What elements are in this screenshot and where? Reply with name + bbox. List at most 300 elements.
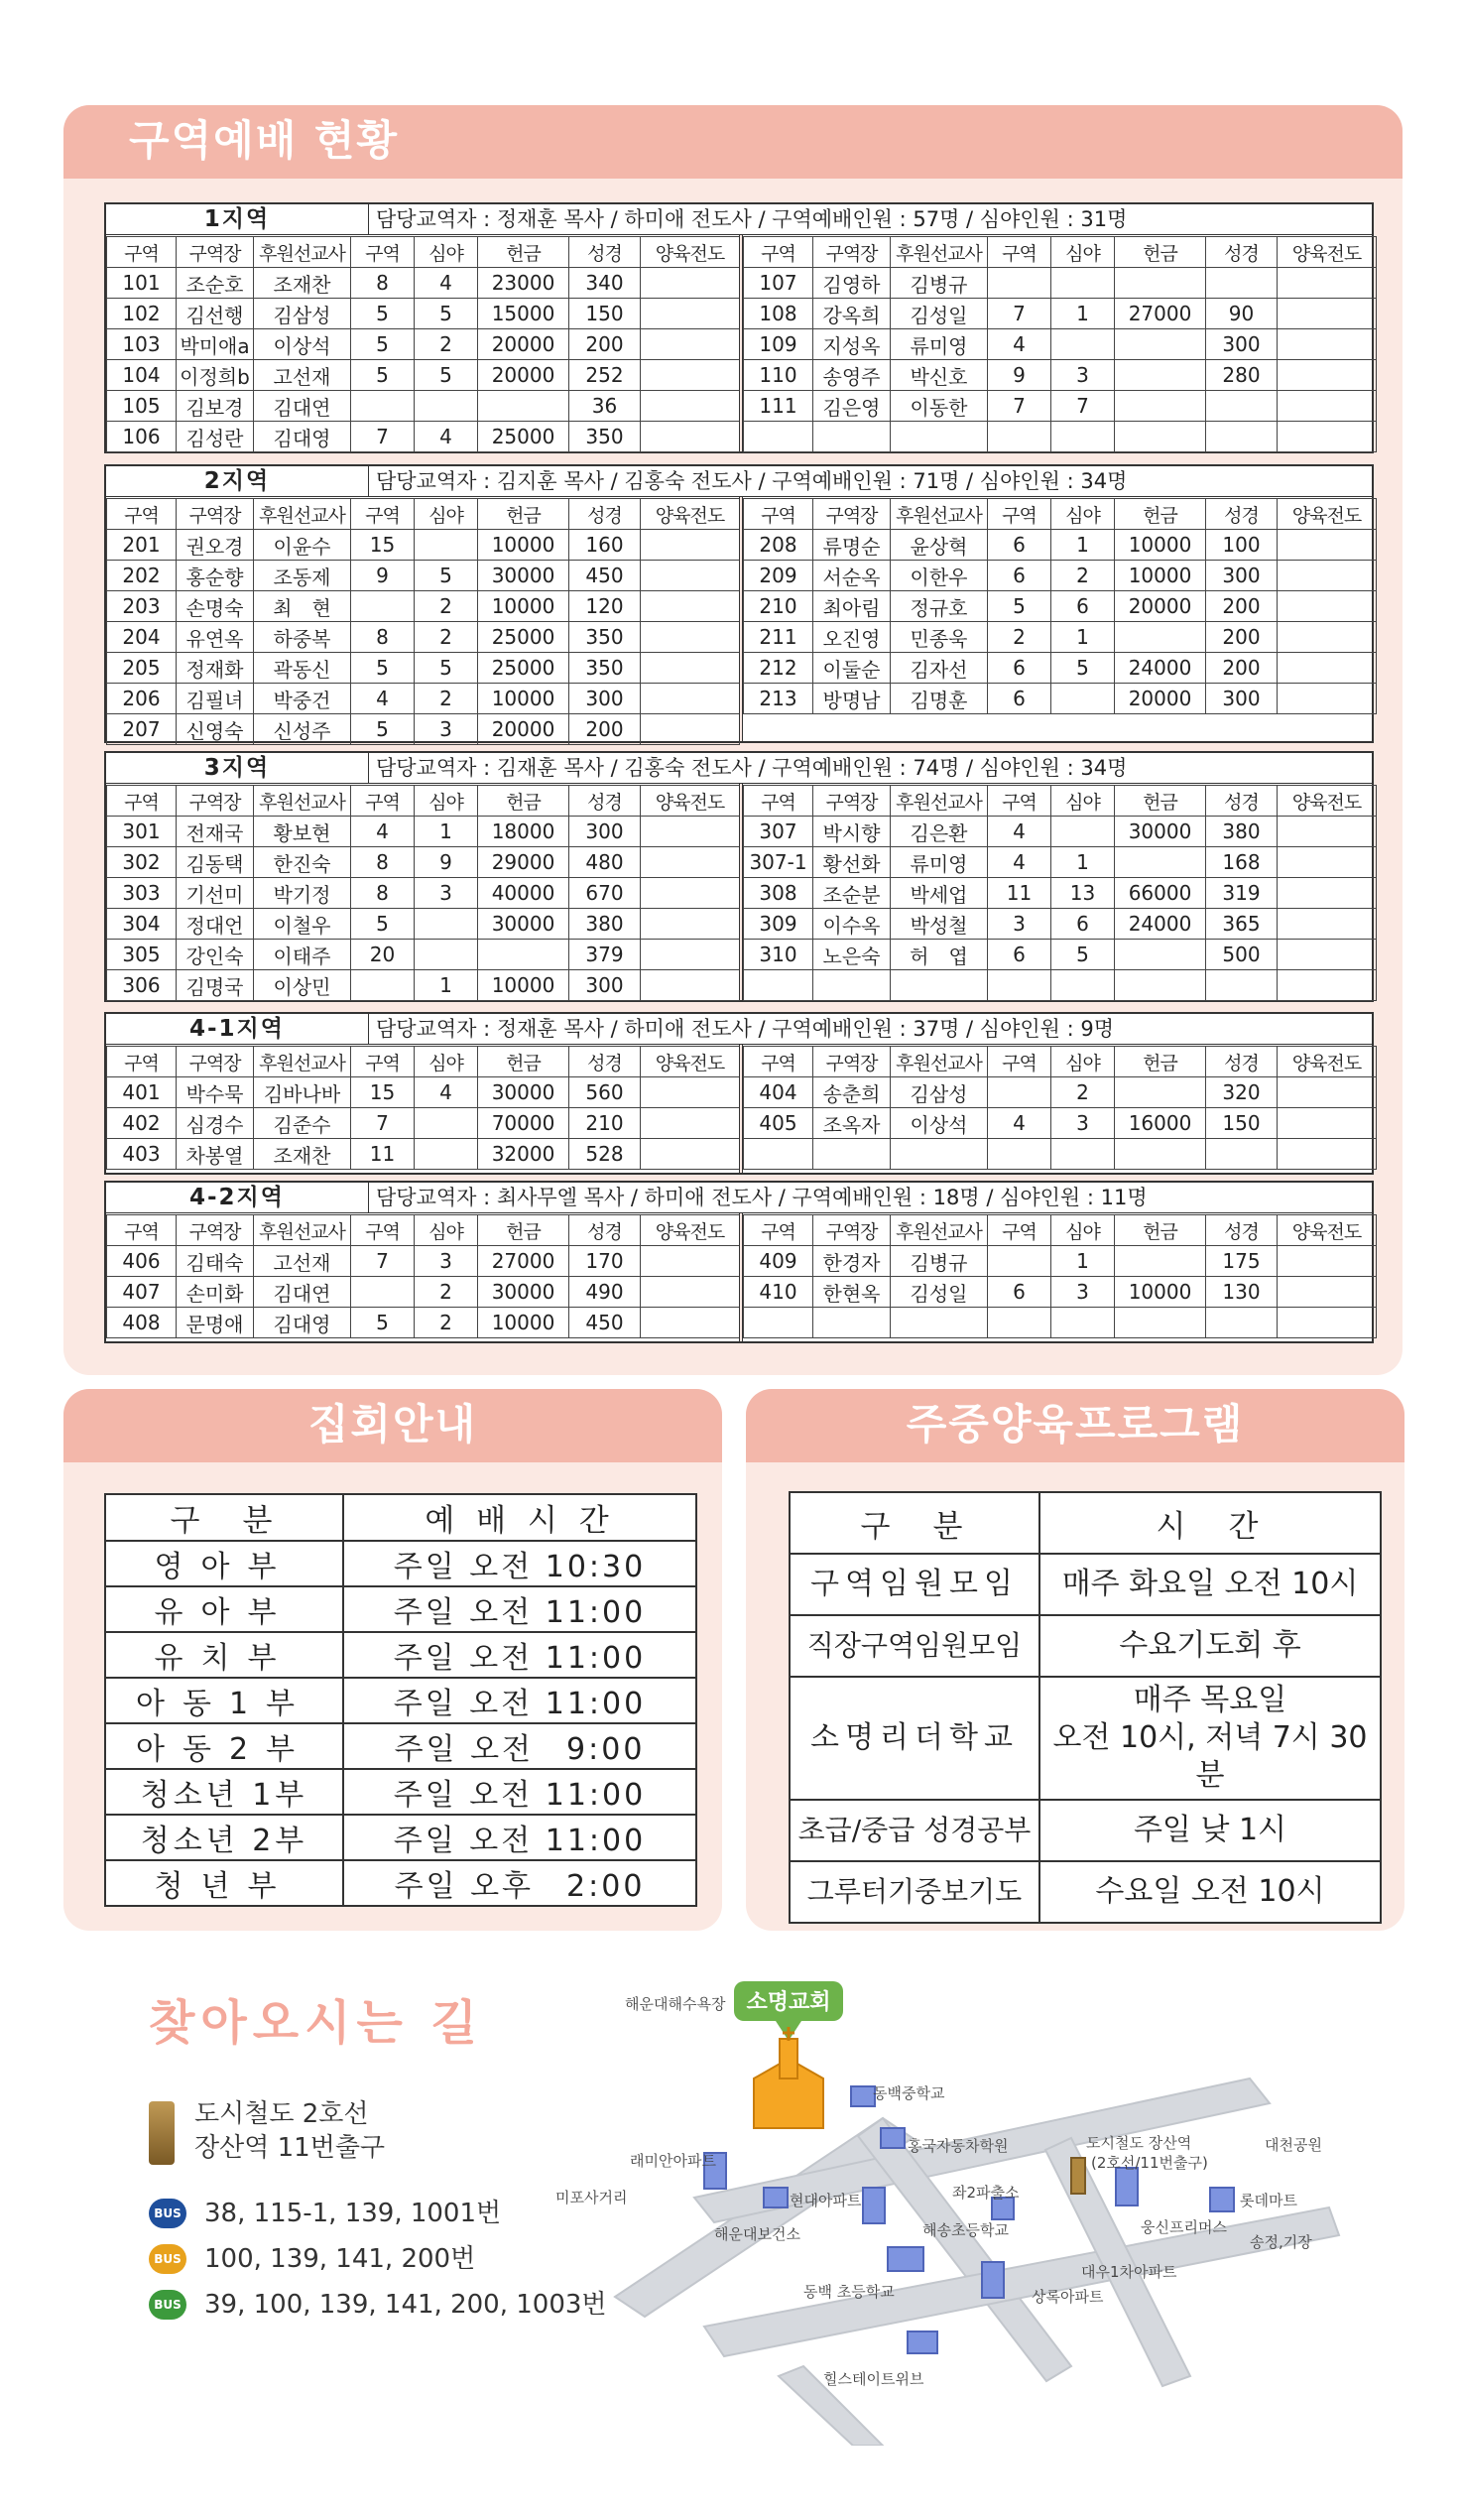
table-row <box>107 329 740 360</box>
cell-evangelism <box>641 847 740 878</box>
cell-attend <box>351 1277 415 1308</box>
cell-bible: 350 <box>569 622 641 653</box>
cell-cell: 308 <box>744 878 813 909</box>
cell-attend: 9 <box>351 561 415 591</box>
table-row <box>107 1308 740 1338</box>
cell-missionary: 김명훈 <box>891 684 988 714</box>
cell-attend: 7 <box>351 1108 415 1139</box>
cell-night: 4 <box>415 268 478 299</box>
cell-bible: 379 <box>569 940 641 970</box>
column-header-cell: 구역 <box>107 237 177 268</box>
meeting-category: 영아부 <box>105 1541 343 1586</box>
cell-leader: 서순옥 <box>813 561 891 591</box>
table-row <box>744 653 1377 684</box>
meeting-time: 주일 오전 11:00 <box>343 1815 696 1860</box>
table-row <box>744 940 1377 970</box>
cell-missionary: 박기정 <box>254 878 351 909</box>
column-header-missionary: 후원선교사 <box>254 786 351 817</box>
cell-offering: 10000 <box>478 970 569 1001</box>
location-map <box>555 1979 1369 2446</box>
cell-leader: 홍순향 <box>177 561 254 591</box>
cell-attend <box>988 1077 1051 1108</box>
table-row <box>744 1277 1377 1308</box>
column-header-evangelism: 양육전도 <box>641 499 740 530</box>
cell-cell <box>744 1139 813 1170</box>
cell-offering <box>1115 1077 1206 1108</box>
district-grid-left <box>106 498 740 745</box>
cell-bible: 200 <box>1206 653 1278 684</box>
district-column-headers <box>744 499 1377 530</box>
column-header-leader: 구역장 <box>813 1215 891 1246</box>
column-header-cell: 구역 <box>107 1047 177 1077</box>
cell-night: 4 <box>415 1077 478 1108</box>
table-row <box>107 653 740 684</box>
district-name: 2지역 <box>106 466 369 496</box>
column-header-offering: 헌금 <box>1115 237 1206 268</box>
district-table <box>104 202 1374 453</box>
meeting-row <box>105 1860 696 1906</box>
cell-bible: 160 <box>569 530 641 561</box>
cell-leader: 정재화 <box>177 653 254 684</box>
meeting-row <box>105 1586 696 1632</box>
cell-missionary: 이태주 <box>254 940 351 970</box>
cell-leader: 한경자 <box>813 1246 891 1277</box>
table-row <box>107 561 740 591</box>
cell-leader: 차봉열 <box>177 1139 254 1170</box>
cell-offering <box>1115 1246 1206 1277</box>
cell-attend <box>351 970 415 1001</box>
meeting-time: 주일 오전 11:00 <box>343 1769 696 1815</box>
cell-offering: 23000 <box>478 268 569 299</box>
column-header-leader: 구역장 <box>813 499 891 530</box>
table-row <box>744 847 1377 878</box>
cell-bible: 175 <box>1206 1246 1278 1277</box>
cell-night <box>1051 422 1115 452</box>
cell-offering: 20000 <box>478 329 569 360</box>
cell-missionary: 김삼성 <box>891 1077 988 1108</box>
cell-cell: 402 <box>107 1108 177 1139</box>
meeting-category: 청소년 2부 <box>105 1815 343 1860</box>
cell-evangelism <box>1278 1308 1377 1338</box>
cell-leader: 조옥자 <box>813 1108 891 1139</box>
cell-offering: 10000 <box>1115 561 1206 591</box>
cell-bible: 350 <box>569 653 641 684</box>
table-row <box>744 1246 1377 1277</box>
column-header-offering: 헌금 <box>1115 786 1206 817</box>
map-label-songjeong: 송정,기장 <box>1250 2233 1312 2251</box>
cell-bible: 490 <box>569 1277 641 1308</box>
cell-evangelism <box>1278 422 1377 452</box>
cell-bible: 340 <box>569 268 641 299</box>
meeting-row <box>105 1815 696 1860</box>
cell-cell: 104 <box>107 360 177 391</box>
column-header-missionary: 후원선교사 <box>891 786 988 817</box>
meeting-row <box>105 1678 696 1723</box>
cell-bible: 200 <box>569 329 641 360</box>
programs-header <box>746 1389 1404 1462</box>
district-name: 1지역 <box>106 204 369 234</box>
cell-missionary: 이윤수 <box>254 530 351 561</box>
table-row <box>107 817 740 847</box>
bus-routes-text: 39, 100, 139, 141, 200, 1003번 <box>204 2290 607 2320</box>
cell-bible: 380 <box>1206 817 1278 847</box>
district-info: 담당교역자 : 최사무엘 목사 / 하미애 전도사 / 구역예배인원 : 18명 / 심야인원 : 11명 <box>376 1186 1148 1209</box>
programs-table <box>789 1491 1382 1924</box>
cell-missionary: 김병규 <box>891 1246 988 1277</box>
cell-bible <box>1206 1308 1278 1338</box>
column-header-offering: 헌금 <box>478 499 569 530</box>
column-header-cell: 구역 <box>744 1215 813 1246</box>
cell-leader: 전재국 <box>177 817 254 847</box>
table-row <box>744 329 1377 360</box>
table-row <box>107 1139 740 1170</box>
cell-offering <box>1115 847 1206 878</box>
cell-missionary: 김성일 <box>891 299 988 329</box>
cell-bible <box>1206 970 1278 1001</box>
cell-night: 3 <box>415 878 478 909</box>
cell-attend <box>351 391 415 422</box>
program-category: 구역임원모임 <box>790 1554 1039 1615</box>
cell-night <box>1051 684 1115 714</box>
meetings-col-category: 구 분 <box>105 1494 343 1541</box>
cell-bible: 300 <box>1206 329 1278 360</box>
cell-night: 3 <box>415 714 478 745</box>
cell-attend: 6 <box>988 653 1051 684</box>
table-row <box>107 940 740 970</box>
cell-leader: 황선화 <box>813 847 891 878</box>
column-header-attend: 구역 <box>351 499 415 530</box>
cell-night: 5 <box>1051 940 1115 970</box>
cell-offering <box>1115 329 1206 360</box>
column-header-evangelism: 양육전도 <box>1278 237 1377 268</box>
cell-cell: 106 <box>107 422 177 452</box>
cell-night: 1 <box>1051 530 1115 561</box>
cell-cell: 108 <box>744 299 813 329</box>
cell-bible: 210 <box>569 1108 641 1139</box>
cell-night: 1 <box>1051 299 1115 329</box>
cell-attend: 2 <box>988 622 1051 653</box>
cell-night: 2 <box>415 329 478 360</box>
cell-bible <box>1206 422 1278 452</box>
column-header-evangelism: 양육전도 <box>1278 1047 1377 1077</box>
cell-night <box>415 1139 478 1170</box>
district-grid-left <box>106 1046 740 1170</box>
cell-night: 5 <box>1051 653 1115 684</box>
cell-night <box>415 1108 478 1139</box>
cell-offering: 25000 <box>478 653 569 684</box>
cell-bible: 100 <box>1206 530 1278 561</box>
cell-leader: 권오경 <box>177 530 254 561</box>
cell-leader <box>813 1139 891 1170</box>
cell-missionary <box>891 1139 988 1170</box>
column-header-attend: 구역 <box>351 786 415 817</box>
cell-cell <box>744 422 813 452</box>
cell-evangelism <box>641 622 740 653</box>
cell-cell: 202 <box>107 561 177 591</box>
cell-bible: 300 <box>569 970 641 1001</box>
map-label-mipo: 미포사거리 <box>555 2189 628 2206</box>
cell-offering: 25000 <box>478 422 569 452</box>
table-row <box>744 360 1377 391</box>
cell-leader: 강옥희 <box>813 299 891 329</box>
column-header-attend: 구역 <box>988 1215 1051 1246</box>
cell-evangelism <box>1278 530 1377 561</box>
cell-missionary: 고선재 <box>254 360 351 391</box>
cell-cell: 406 <box>107 1246 177 1277</box>
cell-night: 6 <box>1051 909 1115 940</box>
meeting-time: 주일 오전 11:00 <box>343 1632 696 1678</box>
cell-night <box>415 940 478 970</box>
cell-attend: 6 <box>988 1277 1051 1308</box>
column-header-evangelism: 양육전도 <box>641 1215 740 1246</box>
map-label-station-2: (2호선/11번출구) <box>1091 2154 1208 2172</box>
column-header-missionary: 후원선교사 <box>254 1215 351 1246</box>
cell-evangelism <box>641 878 740 909</box>
cell-missionary: 박중건 <box>254 684 351 714</box>
cell-bible: 300 <box>1206 684 1278 714</box>
cell-offering: 16000 <box>1115 1108 1206 1139</box>
cell-missionary: 곽동신 <box>254 653 351 684</box>
cell-night: 5 <box>415 653 478 684</box>
program-category: 그루터기중보기도 <box>790 1861 1039 1923</box>
map-label-dongbaek-el: 동백 초등학교 <box>803 2283 895 2301</box>
column-header-cell: 구역 <box>744 499 813 530</box>
district-divider <box>739 784 743 1000</box>
table-row <box>744 268 1377 299</box>
cell-evangelism <box>1278 817 1377 847</box>
cell-missionary: 김대영 <box>254 1308 351 1338</box>
cell-offering <box>1115 1139 1206 1170</box>
cell-offering: 10000 <box>1115 1277 1206 1308</box>
church-marker <box>734 1981 843 2128</box>
district-column-headers <box>107 1047 740 1077</box>
cell-bible: 350 <box>569 422 641 452</box>
column-header-night: 심야 <box>1051 1215 1115 1246</box>
district-divider <box>739 235 743 451</box>
cell-offering <box>1115 422 1206 452</box>
cell-cell: 403 <box>107 1139 177 1170</box>
cell-night: 1 <box>1051 847 1115 878</box>
program-row <box>790 1615 1381 1677</box>
cell-night: 1 <box>1051 622 1115 653</box>
subway-line: 도시철도 2호선 <box>194 2099 369 2129</box>
cell-evangelism <box>1278 622 1377 653</box>
cell-bible: 380 <box>569 909 641 940</box>
cell-missionary <box>891 422 988 452</box>
cell-attend <box>988 1246 1051 1277</box>
cell-status-title: 구역예배 현황 <box>129 116 400 165</box>
table-row <box>744 591 1377 622</box>
column-header-bible: 성경 <box>569 1215 641 1246</box>
district-grid-left <box>106 785 740 1001</box>
cell-night <box>1051 268 1115 299</box>
program-time: 매주 목요일 오전 10시, 저녁 7시 30분 <box>1039 1677 1381 1800</box>
cell-bible: 320 <box>1206 1077 1278 1108</box>
cell-evangelism <box>641 1108 740 1139</box>
cell-attend: 8 <box>351 847 415 878</box>
cell-offering: 29000 <box>478 847 569 878</box>
cell-evangelism <box>641 1308 740 1338</box>
cell-bible <box>1206 268 1278 299</box>
cell-offering: 15000 <box>478 299 569 329</box>
column-header-offering: 헌금 <box>1115 499 1206 530</box>
meeting-category: 청년부 <box>105 1860 343 1906</box>
table-row <box>107 299 740 329</box>
cell-cell: 303 <box>107 878 177 909</box>
meeting-time: 주일 오전 9:00 <box>343 1723 696 1769</box>
map-label-daewoo: 대우1차아파트 <box>1081 2263 1177 2281</box>
cell-attend: 6 <box>988 940 1051 970</box>
cell-attend: 8 <box>351 268 415 299</box>
cell-evangelism <box>641 591 740 622</box>
bus-icon: BUS <box>149 2244 186 2274</box>
column-header-attend: 구역 <box>351 1047 415 1077</box>
meeting-time: 주일 오전 11:00 <box>343 1678 696 1723</box>
cell-night <box>415 530 478 561</box>
cell-offering: 30000 <box>478 561 569 591</box>
district-name: 4-2지역 <box>106 1183 369 1212</box>
cell-bible <box>1206 391 1278 422</box>
cell-bible: 150 <box>1206 1108 1278 1139</box>
meetings-title: 집회안내 <box>307 1400 478 1449</box>
table-row <box>744 970 1377 1001</box>
cell-evangelism <box>1278 1108 1377 1139</box>
column-header-missionary: 후원선교사 <box>254 237 351 268</box>
cell-cell: 306 <box>107 970 177 1001</box>
cell-offering: 30000 <box>478 1077 569 1108</box>
district-divider <box>739 497 743 741</box>
cell-cell: 207 <box>107 714 177 745</box>
column-header-evangelism: 양육전도 <box>641 786 740 817</box>
column-header-missionary: 후원선교사 <box>254 499 351 530</box>
cell-night: 6 <box>1051 591 1115 622</box>
cell-evangelism <box>641 360 740 391</box>
cell-missionary: 하중복 <box>254 622 351 653</box>
table-row <box>744 1077 1377 1108</box>
cell-night: 3 <box>1051 1277 1115 1308</box>
subway-exit: 장산역 11번출구 <box>194 2133 386 2163</box>
column-header-offering: 헌금 <box>1115 1215 1206 1246</box>
cell-attend: 4 <box>351 817 415 847</box>
table-row <box>107 422 740 452</box>
programs-col-category: 구 분 <box>790 1492 1039 1554</box>
meeting-row <box>105 1769 696 1815</box>
cell-missionary: 신성주 <box>254 714 351 745</box>
cell-bible: 90 <box>1206 299 1278 329</box>
cell-evangelism <box>641 909 740 940</box>
cell-cell: 310 <box>744 940 813 970</box>
district-divider <box>739 1213 743 1341</box>
table-row <box>744 909 1377 940</box>
cell-cell: 409 <box>744 1246 813 1277</box>
column-header-cell: 구역 <box>107 499 177 530</box>
cell-attend: 11 <box>988 878 1051 909</box>
meeting-category: 유치부 <box>105 1632 343 1678</box>
cell-offering <box>1115 1308 1206 1338</box>
programs-title: 주중양육프로그램 <box>906 1400 1245 1449</box>
cell-offering <box>478 940 569 970</box>
cell-evangelism <box>1278 909 1377 940</box>
cell-night: 1 <box>1051 1246 1115 1277</box>
cell-cell: 408 <box>107 1308 177 1338</box>
district-grid-right <box>743 1046 1377 1170</box>
column-header-leader: 구역장 <box>177 1047 254 1077</box>
cell-cell: 209 <box>744 561 813 591</box>
cell-attend: 4 <box>988 817 1051 847</box>
map-label-haesong: 해송초등학교 <box>922 2221 1009 2239</box>
district-column-headers <box>107 499 740 530</box>
meeting-row <box>105 1632 696 1678</box>
program-row <box>790 1677 1381 1800</box>
cell-evangelism <box>1278 1077 1377 1108</box>
meeting-row <box>105 1541 696 1586</box>
cell-cell: 111 <box>744 391 813 422</box>
cell-night: 7 <box>1051 391 1115 422</box>
column-header-bible: 성경 <box>1206 499 1278 530</box>
subway-icon <box>149 2101 175 2165</box>
cell-leader: 김태숙 <box>177 1246 254 1277</box>
table-row <box>744 391 1377 422</box>
table-row <box>107 1077 740 1108</box>
cell-evangelism <box>1278 268 1377 299</box>
cell-offering: 10000 <box>478 1308 569 1338</box>
cell-night: 13 <box>1051 878 1115 909</box>
table-row <box>107 909 740 940</box>
program-time: 수요일 오전 10시 <box>1039 1861 1381 1923</box>
cell-bible: 130 <box>1206 1277 1278 1308</box>
cell-missionary: 류미영 <box>891 847 988 878</box>
cell-missionary: 이상석 <box>254 329 351 360</box>
cell-evangelism <box>641 1277 740 1308</box>
column-header-cell: 구역 <box>107 786 177 817</box>
column-header-missionary: 후원선교사 <box>254 1047 351 1077</box>
column-header-evangelism: 양육전도 <box>1278 1215 1377 1246</box>
cell-leader: 김영하 <box>813 268 891 299</box>
column-header-evangelism: 양육전도 <box>641 1047 740 1077</box>
cell-leader: 박미애a <box>177 329 254 360</box>
cell-attend <box>988 422 1051 452</box>
cell-offering: 32000 <box>478 1139 569 1170</box>
bus-routes-text: 100, 139, 141, 200번 <box>204 2244 476 2274</box>
district-info: 담당교역자 : 정재훈 목사 / 하미애 전도사 / 구역예배인원 : 37명 / 심야인원 : 9명 <box>376 1017 1114 1041</box>
cell-cell: 105 <box>107 391 177 422</box>
bus-routes-text: 38, 115-1, 139, 1001번 <box>204 2199 502 2228</box>
cell-attend: 5 <box>988 591 1051 622</box>
cell-leader: 이정희b <box>177 360 254 391</box>
cell-bible: 365 <box>1206 909 1278 940</box>
column-header-bible: 성경 <box>1206 237 1278 268</box>
cell-bible: 36 <box>569 391 641 422</box>
map-label-jwa2: 좌2파출소 <box>952 2184 1020 2202</box>
cell-evangelism <box>641 817 740 847</box>
district-grid-right <box>743 1214 1377 1338</box>
cell-offering: 24000 <box>1115 909 1206 940</box>
cell-missionary <box>891 970 988 1001</box>
cell-offering: 30000 <box>1115 817 1206 847</box>
cell-bible: 528 <box>569 1139 641 1170</box>
map-church-label: 소명교회 <box>746 1990 831 2015</box>
cell-leader: 기선미 <box>177 878 254 909</box>
cell-night <box>1051 1139 1115 1170</box>
cell-evangelism <box>641 422 740 452</box>
cell-attend: 4 <box>988 329 1051 360</box>
district-table <box>104 751 1374 1002</box>
cell-cell: 110 <box>744 360 813 391</box>
program-row <box>790 1800 1381 1861</box>
column-header-night: 심야 <box>415 237 478 268</box>
table-row <box>107 1246 740 1277</box>
cell-offering <box>1115 391 1206 422</box>
